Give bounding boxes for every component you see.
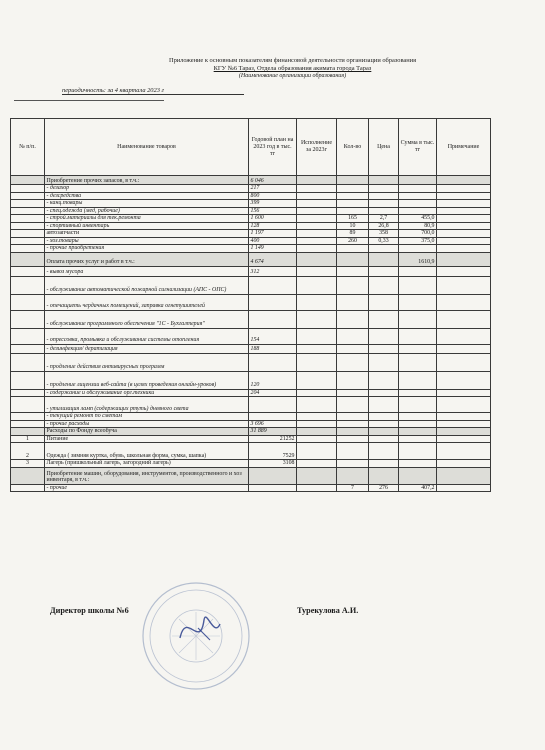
- cell-price: [369, 294, 399, 310]
- cell-sum: 80,9: [399, 222, 437, 230]
- cell-price: [369, 413, 399, 421]
- top-divider: [14, 100, 164, 101]
- cell-qty: [337, 371, 369, 389]
- cell-plan: 400: [249, 237, 297, 245]
- cell-plan: 217: [249, 185, 297, 193]
- cell-exec: [297, 192, 337, 200]
- table-row: [11, 389, 491, 397]
- cell-sum: [399, 192, 437, 200]
- cell-sum: [399, 467, 437, 484]
- table-row: [11, 185, 491, 193]
- cell-sum: [399, 176, 437, 185]
- cell-num: [11, 266, 45, 276]
- cell-note: [437, 413, 491, 421]
- cell-note: [437, 276, 491, 294]
- cell-num: [11, 428, 45, 436]
- header-col-plan: Годовой план на 2023 год в тыс. тг: [249, 119, 297, 176]
- table-row: [11, 443, 491, 460]
- cell-sum: [399, 397, 437, 413]
- table-row: [11, 328, 491, 344]
- cell-price: [369, 371, 399, 389]
- cell-qty: [337, 252, 369, 266]
- cell-name: Оплата прочих услуг и работ в т.ч.:: [45, 252, 249, 266]
- cell-num: [11, 467, 45, 484]
- cell-note: [437, 200, 491, 208]
- cell-plan: 4 674: [249, 252, 297, 266]
- cell-exec: [297, 207, 337, 215]
- cell-plan: [249, 276, 297, 294]
- cell-note: [437, 310, 491, 328]
- cell-note: [437, 353, 491, 371]
- cell-note: [437, 245, 491, 253]
- cell-note: [437, 207, 491, 215]
- cell-num: [11, 276, 45, 294]
- cell-note: [437, 389, 491, 397]
- cell-num: 1: [11, 435, 45, 443]
- cell-price: [369, 252, 399, 266]
- cell-note: [437, 484, 491, 492]
- cell-exec: [297, 389, 337, 397]
- cell-num: [11, 310, 45, 328]
- cell-num: [11, 389, 45, 397]
- cell-note: [437, 467, 491, 484]
- cell-name: - обслуживание программного обеспечения "1С - Бухгалтерия": [45, 310, 249, 328]
- cell-note: [437, 371, 491, 389]
- cell-num: 3: [11, 460, 45, 468]
- cell-name: Питание: [45, 435, 249, 443]
- header-col-exec: Исполнение за 2023г: [297, 119, 337, 176]
- cell-exec: [297, 413, 337, 421]
- table-header-row: [11, 119, 491, 176]
- cell-name: - вывоз мусора: [45, 266, 249, 276]
- cell-note: [437, 176, 491, 185]
- cell-plan: 3108: [249, 460, 297, 468]
- cell-sum: [399, 207, 437, 215]
- table-row: [11, 215, 491, 223]
- cell-plan: 156: [249, 207, 297, 215]
- table-row: [11, 266, 491, 276]
- cell-note: [437, 252, 491, 266]
- cell-num: 2: [11, 443, 45, 460]
- document-title: Приложение к основным показателям финансовой деятельности организации образования: [168, 57, 417, 64]
- cell-note: [437, 328, 491, 344]
- cell-plan: 1 149: [249, 245, 297, 253]
- cell-num: [11, 245, 45, 253]
- cell-sum: 407,2: [399, 484, 437, 492]
- cell-plan: 6 046: [249, 176, 297, 185]
- cell-num: [11, 420, 45, 428]
- table-row: [11, 484, 491, 492]
- cell-exec: [297, 484, 337, 492]
- cell-sum: [399, 435, 437, 443]
- cell-price: [369, 428, 399, 436]
- header-col-sum: Сумма в тыс. тг: [399, 119, 437, 176]
- cell-name: - прочие расходы: [45, 420, 249, 428]
- table-row: [11, 413, 491, 421]
- cell-plan: 312: [249, 266, 297, 276]
- cell-qty: [337, 328, 369, 344]
- table-row: [11, 237, 491, 245]
- cell-plan: [249, 310, 297, 328]
- cell-price: [369, 328, 399, 344]
- cell-note: [437, 443, 491, 460]
- cell-name: - текущий ремонт по сметам: [45, 413, 249, 421]
- cell-price: 0,33: [369, 237, 399, 245]
- cell-plan: [249, 484, 297, 492]
- expense-table: [10, 118, 491, 492]
- cell-num: [11, 328, 45, 344]
- cell-note: [437, 185, 491, 193]
- cell-plan: 128: [249, 222, 297, 230]
- cell-exec: [297, 397, 337, 413]
- cell-qty: [337, 276, 369, 294]
- table-row: [11, 428, 491, 436]
- cell-num: [11, 192, 45, 200]
- cell-num: [11, 215, 45, 223]
- cell-name: - прочие: [45, 484, 249, 492]
- cell-plan: 31 889: [249, 428, 297, 436]
- cell-exec: [297, 344, 337, 353]
- cell-qty: [337, 176, 369, 185]
- table-row: [11, 397, 491, 413]
- cell-plan: 800: [249, 192, 297, 200]
- cell-exec: [297, 245, 337, 253]
- cell-sum: [399, 276, 437, 294]
- cell-qty: 89: [337, 230, 369, 238]
- cell-qty: [337, 310, 369, 328]
- cell-plan: 7529: [249, 443, 297, 460]
- cell-sum: [399, 310, 437, 328]
- cell-exec: [297, 252, 337, 266]
- cell-note: [437, 215, 491, 223]
- cell-price: [369, 310, 399, 328]
- cell-price: [369, 344, 399, 353]
- cell-price: [369, 389, 399, 397]
- cell-price: [369, 176, 399, 185]
- cell-name: - опечащиеть чердачных помещений, заправка огнетушителей: [45, 294, 249, 310]
- cell-qty: [337, 420, 369, 428]
- cell-exec: [297, 176, 337, 185]
- cell-num: [11, 207, 45, 215]
- cell-sum: 1610,9: [399, 252, 437, 266]
- cell-sum: [399, 245, 437, 253]
- director-signature-label: Директор школы №6: [50, 606, 129, 615]
- cell-price: [369, 207, 399, 215]
- cell-num: [11, 371, 45, 389]
- cell-qty: [337, 467, 369, 484]
- table-row: [11, 420, 491, 428]
- cell-price: 26,8: [369, 222, 399, 230]
- cell-note: [437, 222, 491, 230]
- cell-plan: 3 696: [249, 420, 297, 428]
- cell-note: [437, 435, 491, 443]
- cell-exec: [297, 276, 337, 294]
- table-row: [11, 200, 491, 208]
- cell-qty: 7: [337, 484, 369, 492]
- cell-sum: 375,0: [399, 237, 437, 245]
- cell-name: - продление лицензии веб-сайта (в целях проведения онлайн-уроков): [45, 371, 249, 389]
- header-col-name: Наименование товаров: [45, 119, 249, 176]
- table-row: [11, 353, 491, 371]
- cell-note: [437, 344, 491, 353]
- cell-sum: [399, 460, 437, 468]
- cell-sum: [399, 328, 437, 344]
- cell-name: - опрессовка, промывка и обслуживание системы отопления: [45, 328, 249, 344]
- cell-exec: [297, 353, 337, 371]
- cell-plan: 154: [249, 328, 297, 344]
- cell-plan: [249, 353, 297, 371]
- cell-exec: [297, 266, 337, 276]
- cell-note: [437, 420, 491, 428]
- cell-num: [11, 176, 45, 185]
- table-row: [11, 245, 491, 253]
- table-row: [11, 192, 491, 200]
- cell-name: - хоз.товары: [45, 237, 249, 245]
- cell-name: - спец.одежда (мед, рабочие): [45, 207, 249, 215]
- table-row: [11, 222, 491, 230]
- cell-name: Приобретение прочих запасов, в т.ч.:: [45, 176, 249, 185]
- cell-name: - спортивный инвентарь: [45, 222, 249, 230]
- cell-qty: [337, 294, 369, 310]
- cell-price: [369, 192, 399, 200]
- cell-sum: [399, 294, 437, 310]
- cell-note: [437, 460, 491, 468]
- cell-qty: [337, 397, 369, 413]
- cell-name: - прочие приобретения: [45, 245, 249, 253]
- cell-plan: 120: [249, 371, 297, 389]
- table-row: [11, 294, 491, 310]
- cell-price: [369, 266, 399, 276]
- cell-note: [437, 266, 491, 276]
- cell-qty: [337, 460, 369, 468]
- cell-exec: [297, 222, 337, 230]
- cell-name: Приобретение машин, оборудования, инструментов, производственного и хоз инвентаря, в т.ч.:: [45, 467, 249, 484]
- cell-num: [11, 252, 45, 266]
- cell-price: [369, 460, 399, 468]
- cell-plan: 399: [249, 200, 297, 208]
- period-line: периодичность: за 4 квартала 2023 г: [62, 87, 244, 95]
- cell-sum: [399, 344, 437, 353]
- cell-name: - обслуживание автоматической пожарной сигнализации (АПС - ОПС): [45, 276, 249, 294]
- cell-sum: [399, 266, 437, 276]
- cell-qty: 10: [337, 222, 369, 230]
- cell-exec: [297, 237, 337, 245]
- cell-price: 2,7: [369, 215, 399, 223]
- cell-plan: [249, 413, 297, 421]
- cell-exec: [297, 215, 337, 223]
- table-row: [11, 276, 491, 294]
- cell-qty: 165: [337, 215, 369, 223]
- cell-price: [369, 185, 399, 193]
- cell-exec: [297, 310, 337, 328]
- cell-qty: [337, 353, 369, 371]
- cell-exec: [297, 420, 337, 428]
- table-row: [11, 344, 491, 353]
- cell-qty: [337, 435, 369, 443]
- cell-name: Одежда ( зимняя куртка, обувь, школьная форма, сумка, шапка): [45, 443, 249, 460]
- cell-num: [11, 200, 45, 208]
- cell-exec: [297, 443, 337, 460]
- cell-num: [11, 294, 45, 310]
- cell-num: [11, 484, 45, 492]
- cell-qty: [337, 192, 369, 200]
- table-row: [11, 460, 491, 468]
- cell-exec: [297, 435, 337, 443]
- cell-note: [437, 294, 491, 310]
- table-row: [11, 230, 491, 238]
- cell-num: [11, 353, 45, 371]
- cell-plan: 21252: [249, 435, 297, 443]
- cell-exec: [297, 460, 337, 468]
- cell-plan: 204: [249, 389, 297, 397]
- cell-sum: [399, 371, 437, 389]
- table-row: [11, 207, 491, 215]
- cell-num: [11, 413, 45, 421]
- cell-price: [369, 200, 399, 208]
- table-row: [11, 467, 491, 484]
- table-row: [11, 310, 491, 328]
- cell-exec: [297, 428, 337, 436]
- cell-qty: [337, 266, 369, 276]
- cell-num: [11, 344, 45, 353]
- official-seal: [140, 580, 252, 692]
- cell-exec: [297, 328, 337, 344]
- cell-name: - дезахор: [45, 185, 249, 193]
- cell-exec: [297, 371, 337, 389]
- cell-plan: 188: [249, 344, 297, 353]
- director-name: Турекулова А.И.: [297, 606, 359, 615]
- cell-price: [369, 353, 399, 371]
- cell-price: 276: [369, 484, 399, 492]
- header-col-qty: Кол-во: [337, 119, 369, 176]
- cell-name: - строй.материалы для тек.ремонта: [45, 215, 249, 223]
- cell-plan: [249, 294, 297, 310]
- cell-name: - содержание и обслуживание орг.техники: [45, 389, 249, 397]
- cell-price: [369, 443, 399, 460]
- cell-sum: [399, 420, 437, 428]
- cell-note: [437, 230, 491, 238]
- cell-qty: 260: [337, 237, 369, 245]
- cell-num: [11, 222, 45, 230]
- cell-plan: [249, 397, 297, 413]
- header-col-note: Примечание: [437, 119, 491, 176]
- cell-price: [369, 467, 399, 484]
- cell-exec: [297, 294, 337, 310]
- cell-exec: [297, 230, 337, 238]
- cell-qty: [337, 185, 369, 193]
- cell-num: [11, 237, 45, 245]
- cell-num: [11, 397, 45, 413]
- cell-sum: [399, 353, 437, 371]
- cell-qty: [337, 207, 369, 215]
- cell-plan: [249, 467, 297, 484]
- cell-sum: 455,0: [399, 215, 437, 223]
- cell-price: [369, 245, 399, 253]
- cell-price: [369, 420, 399, 428]
- cell-qty: [337, 413, 369, 421]
- cell-note: [437, 397, 491, 413]
- cell-qty: [337, 428, 369, 436]
- cell-sum: [399, 389, 437, 397]
- cell-sum: [399, 200, 437, 208]
- cell-name: Расходы по Фонду всеобуча: [45, 428, 249, 436]
- cell-price: 358: [369, 230, 399, 238]
- cell-qty: [337, 443, 369, 460]
- cell-name: Лагерь (пришкольный лагерь, загородний лагерь): [45, 460, 249, 468]
- cell-sum: [399, 185, 437, 193]
- cell-qty: [337, 200, 369, 208]
- cell-price: [369, 397, 399, 413]
- cell-name: - канц.товары: [45, 200, 249, 208]
- cell-note: [437, 237, 491, 245]
- organization-name: КГУ №6 Тараз, Отдела образования акимата города Тараз: [213, 65, 372, 72]
- cell-exec: [297, 185, 337, 193]
- cell-plan: 1 600: [249, 215, 297, 223]
- cell-sum: [399, 413, 437, 421]
- header-col-price: Цена: [369, 119, 399, 176]
- cell-num: [11, 230, 45, 238]
- cell-sum: [399, 443, 437, 460]
- table-row: [11, 176, 491, 185]
- cell-plan: 1 197: [249, 230, 297, 238]
- organization-caption: (Наименование организации образования): [238, 73, 347, 79]
- cell-num: [11, 185, 45, 193]
- header-col-num: № п/п.: [11, 119, 45, 176]
- cell-sum: [399, 428, 437, 436]
- cell-price: [369, 435, 399, 443]
- cell-price: [369, 276, 399, 294]
- cell-note: [437, 428, 491, 436]
- table-row: [11, 371, 491, 389]
- cell-sum: 700,0: [399, 230, 437, 238]
- cell-name: - дезинфекция/ дератизация: [45, 344, 249, 353]
- cell-exec: [297, 200, 337, 208]
- cell-note: [437, 192, 491, 200]
- cell-name: автозапчасти: [45, 230, 249, 238]
- cell-name: - утилизация ламп (содержащих ртуть) дневного света: [45, 397, 249, 413]
- cell-qty: [337, 344, 369, 353]
- cell-qty: [337, 245, 369, 253]
- cell-qty: [337, 389, 369, 397]
- cell-exec: [297, 467, 337, 484]
- table-row: [11, 435, 491, 443]
- table-row: [11, 252, 491, 266]
- cell-name: - продление действия антивирусных программ: [45, 353, 249, 371]
- cell-name: - дезсредства: [45, 192, 249, 200]
